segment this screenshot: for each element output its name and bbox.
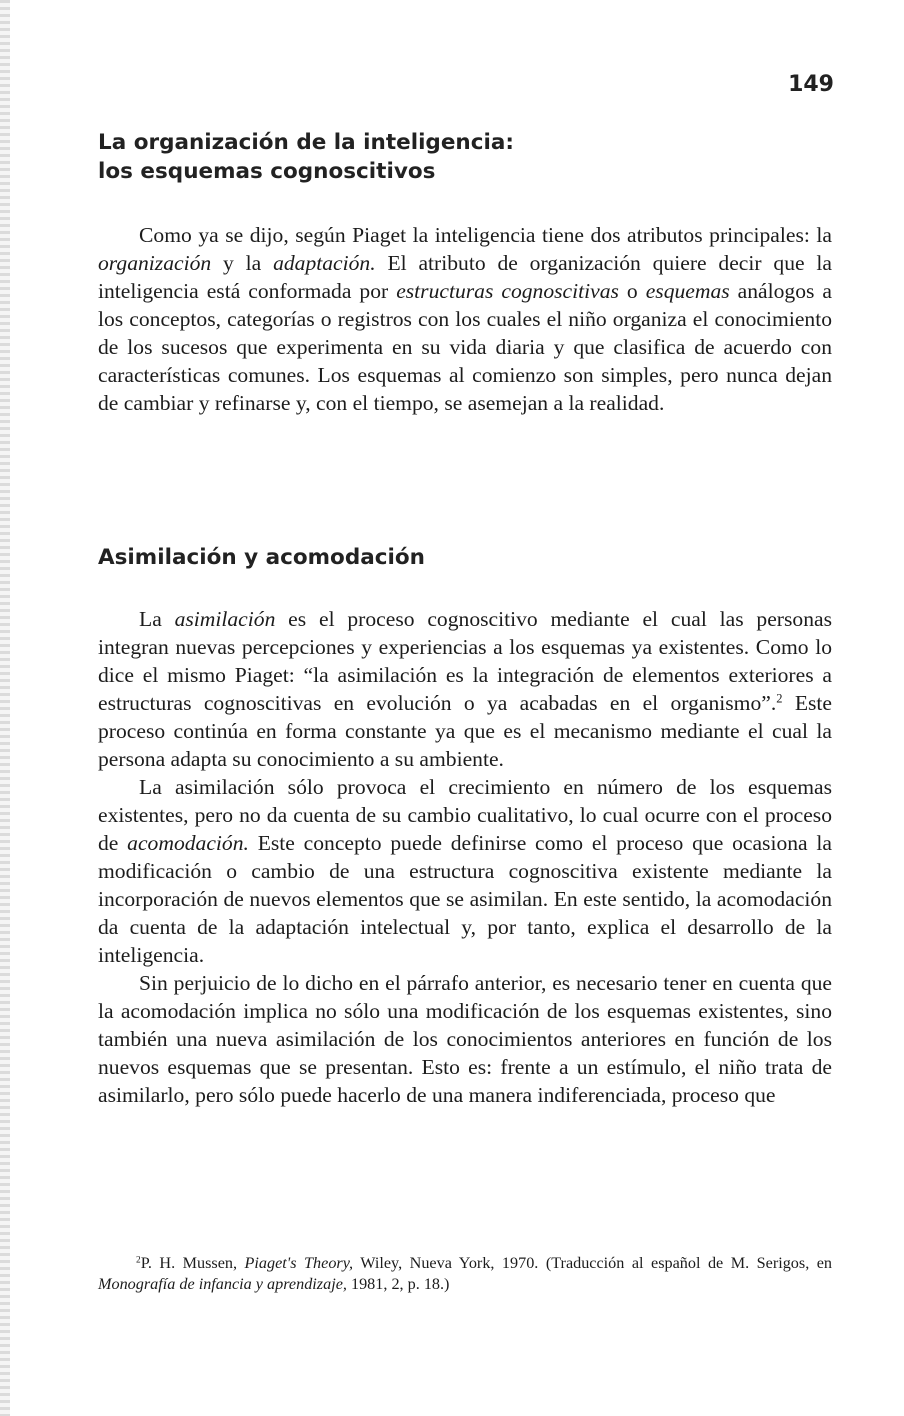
footnote-book-title: Piaget's Theory, [244, 1254, 354, 1272]
footnote-journal-title: Monografía de infancia y aprendizaje, [98, 1275, 347, 1293]
section-organizacion-body [98, 221, 832, 417]
footnote: $^2$P. H. Mussen, Piaget's Theory, Wiley, Nueva York, 1970. (Traducción al español de M. Serigos, en Monografía de infancia y aprendizaje, 1981, 2, p. 18.) [98, 1254, 832, 1293]
page-edge-shadow [0, 0, 10, 1416]
section-heading-title: Asimilación y acomodación [98, 545, 425, 570]
footnote-marker: 2 [136, 1255, 141, 1266]
page-number: 149 [788, 72, 834, 97]
section-heading-asimilacion [98, 543, 425, 572]
paragraph-estimulo: Sin perjuicio de lo dicho en el párrafo anterior, es necesario tener en cuenta que la acomodación implica no sólo una modificación de los esquemas existentes, sino también una nueva asimilación de los conocimientos anteriores en función de los nuevos esquemas que se presentan. Esto es: frente a un estímulo, el niño trata de asimilarlo, pero sólo puede hacerlo de una manera indiferenciada, proceso que [98, 971, 832, 1107]
term-adaptacion: adaptación. [273, 251, 376, 275]
term-acomodacion: acomodación. [127, 831, 249, 855]
term-organizacion: organización [98, 251, 212, 275]
paragraph-asimilacion: La asimilación es el proceso cognoscitivo mediante el cual las personas integran nuevas percepciones y experiencias a los esquemas ya existentes. Como lo dice el mismo Piaget: “la asimilación es la integración de elementos exteriores a estructuras cognoscitivas en evolución o ya acabadas en el organismo”.$^2$ Este proceso continúa en forma constante ya que es el mecanismo mediante el cual la persona adapta su conocimiento a su ambiente. [98, 607, 833, 771]
footnote-reference: 2 [776, 691, 783, 706]
paragraph-acomodacion: La asimilación sólo provoca el crecimiento en número de los esquemas existentes, pero no da cuenta de su cambio cualitativo, lo cual ocurre con el proceso de acomodación. Este concepto puede definirse como el proceso que ocasiona la modificación o cambio de una estructura cognoscitiva existente mediante la incorporación de nuevos elementos que se asimilan. En este sentido, la acomodación da cuenta de la adaptación intelectual y, por tanto, explica el desarrollo de la inteligencia. [98, 775, 832, 967]
term-estructuras-cognoscitivas: estructuras cognoscitivas [396, 279, 619, 303]
section-heading-organizacion [98, 128, 514, 186]
term-asimilacion: asimilación [174, 607, 276, 631]
section-asimilacion-body [98, 605, 832, 1109]
paragraph-organizacion: Como ya se dijo, según Piaget la inteligencia tiene dos atributos principales: la organización y la adaptación. El atributo de organización quiere decir que la inteligencia está conformada por estructuras cognoscitivas o esquemas análogos a los conceptos, categorías o registros con los cuales el niño organiza el conocimiento de los sucesos que experimenta en su vida diaria y que clasifica de acuerdo con características comunes. Los esquemas al comienzo son simples, pero nunca dejan de cambiar y refinarse y, con el tiempo, se asemejan a la realidad. [98, 223, 833, 415]
section-heading-line-2: los esquemas cognoscitivos [98, 159, 436, 184]
term-esquemas: esquemas [645, 279, 730, 303]
section-heading-line-1: La organización de la inteligencia: [98, 130, 514, 155]
